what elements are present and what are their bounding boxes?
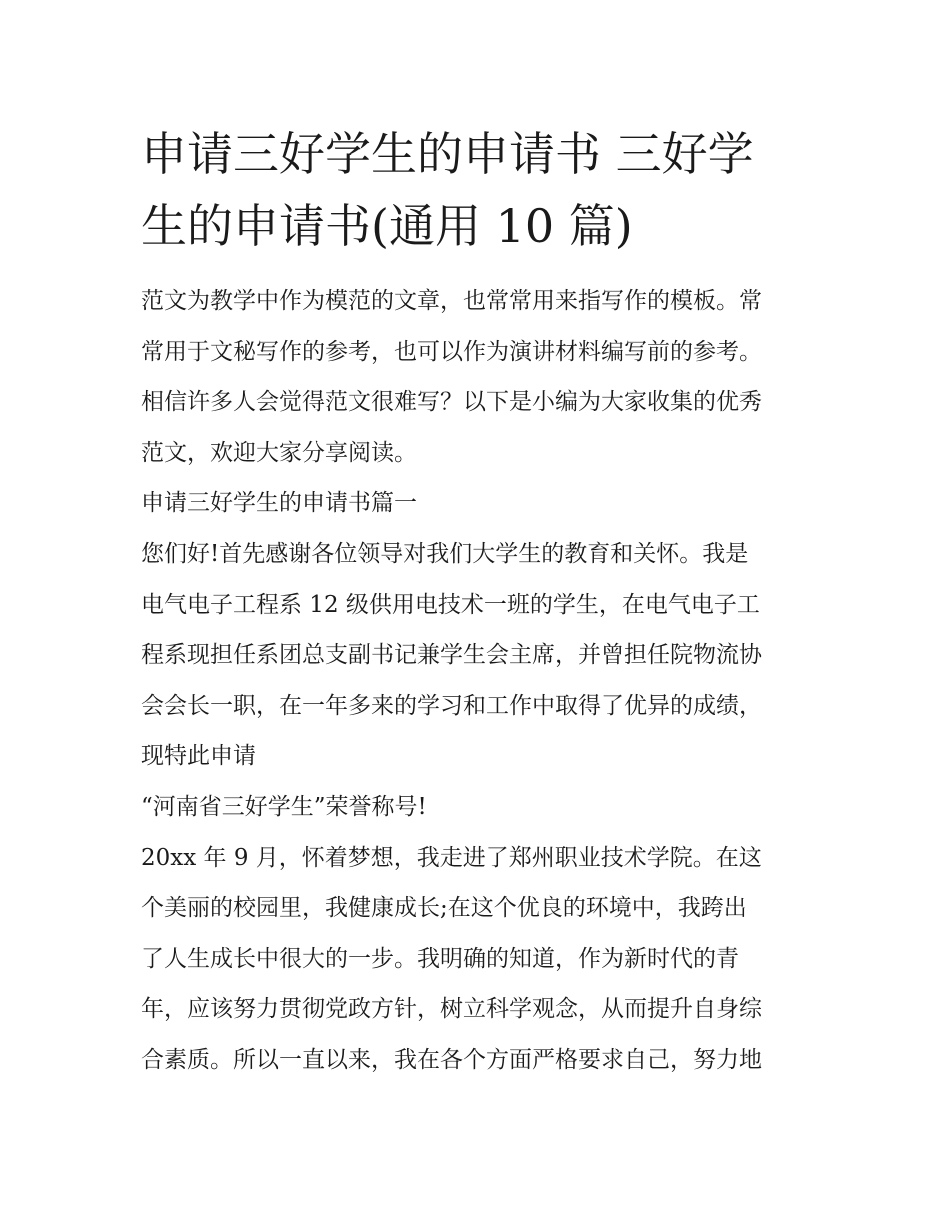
letter-paragraph-line: 个美丽的校园里，我健康成长;在这个优良的环境中，我跨出: [141, 895, 747, 922]
letter-paragraph-line: 电气电子工程系 12 级供用电技术一班的学生，在电气电子工: [141, 591, 760, 618]
intro-paragraph-line: 常用于文秘写作的参考，也可以作为演讲材料编写前的参考。: [141, 338, 762, 365]
letter-paragraph-line: 您们好!首先感谢各位领导对我们大学生的教育和关怀。我是: [141, 540, 749, 567]
intro-paragraph-line: 范文，欢迎大家分享阅读。: [141, 439, 417, 466]
letter-paragraph-line: 了人生成长中很大的一步。我明确的知道，作为新时代的青: [141, 945, 739, 972]
letter-paragraph-line: 20xx 年 9 月，怀着梦想，我走进了郑州职业技术学院。在这: [141, 844, 762, 871]
intro-paragraph-line: 范文为教学中作为模范的文章，也常常用来指写作的模板。常: [141, 288, 762, 314]
title-line: 生的申请书(通用 10 篇): [141, 199, 633, 253]
section-heading: 申请三好学生的申请书篇一: [141, 490, 417, 517]
letter-paragraph-line: 现特此申请: [141, 743, 256, 770]
letter-paragraph-line: 合素质。所以一直以来，我在各个方面严格要求自己，努力地: [141, 1046, 762, 1073]
letter-paragraph-line: 会会长一职，在一年多来的学习和工作中取得了优异的成绩，: [141, 692, 762, 719]
letter-paragraph-line: 年，应该努力贯彻党政方针，树立科学观念，从而提升自身综: [141, 996, 762, 1023]
honor-title-line: “河南省三好学生”荣誉称号!: [141, 793, 427, 820]
document-title: [141, 118, 821, 262]
letter-paragraph-line: 程系现担任系团总支副书记兼学生会主席，并曾担任院物流协: [141, 642, 762, 669]
title-line: 申请三好学生的申请书 三好学: [141, 127, 754, 181]
intro-paragraph-line: 相信许多人会觉得范文很难写？以下是小编为大家收集的优秀: [141, 389, 762, 416]
document-body: [141, 276, 821, 1086]
